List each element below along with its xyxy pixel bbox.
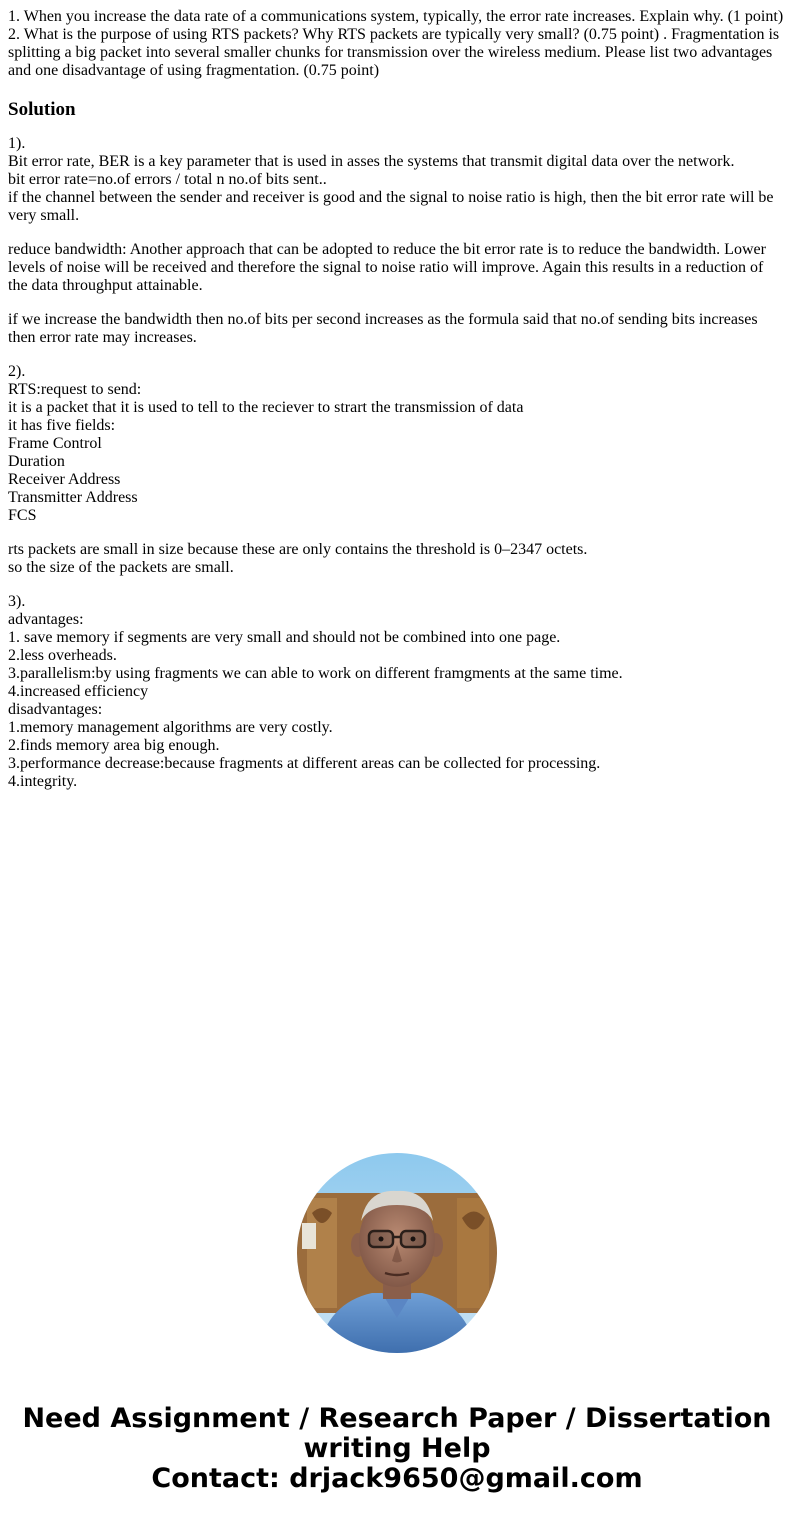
- answer-2-number: 2).: [8, 363, 26, 380]
- reduce-bandwidth-paragraph: reduce bandwidth: Another approach that can be adopted to reduce the bit error rate is to reduce the bandwidth. Lower levels of noise will be received and therefore the signal to noise ratio will improve. Again this results in a reduction of the data throughput attainable.: [8, 241, 766, 294]
- answer-3-block: [8, 593, 786, 791]
- disadvantage-item: 4.integrity.: [8, 773, 78, 790]
- question-1: 1. When you increase the data rate of a communications system, typically, the error rate increases. Explain why. (1 point): [8, 8, 784, 25]
- ber-formula: bit error rate=no.of errors / total n no.of bits sent..: [8, 171, 327, 188]
- advantage-item: 1. save memory if segments are very small and should not be combined into one page.: [8, 629, 561, 646]
- advantages-label: advantages:: [8, 611, 84, 628]
- disadvantage-item: 3.performance decrease:because fragments at different areas can be collected for processing.: [8, 755, 601, 772]
- advantage-item: 2.less overheads.: [8, 647, 117, 664]
- footer-line-2: writing Help: [303, 1433, 491, 1464]
- ber-definition: Bit error rate, BER is a key parameter that is used in asses the systems that transmit digital data over the network.: [8, 153, 735, 170]
- rts-field: FCS: [8, 507, 37, 524]
- rts-size-block: [8, 541, 786, 577]
- rts-field: Duration: [8, 453, 65, 470]
- advantage-item: 3.parallelism:by using fragments we can able to work on different framgments at the same time.: [8, 665, 623, 682]
- rts-field: Frame Control: [8, 435, 102, 452]
- disadvantages-label: disadvantages:: [8, 701, 103, 718]
- answer-1-number: 1).: [8, 135, 26, 152]
- footer-line-1: Need Assignment / Research Paper / Dissertation: [22, 1403, 772, 1434]
- answer-2-block: [8, 363, 786, 525]
- question-2: 2. What is the purpose of using RTS packets? Why RTS packets are typically very small? (0.75 point) . Fragmentation is splitting a big packet into several smaller chunks for transmission over the wireless medium. Please list two advantages and one disadvantage of using fragmentation. (0.75 point): [8, 26, 780, 79]
- footer-contact-email: Contact: drjack9650@gmail.com: [151, 1463, 643, 1494]
- rts-field: Receiver Address: [8, 471, 121, 488]
- question-block: [8, 8, 786, 80]
- channel-note: if the channel between the sender and receiver is good and the signal to noise ratio is high, then the bit error rate will be very small.: [8, 189, 774, 224]
- rts-purpose: it is a packet that it is used to tell to the reciever to strart the transmission of data: [8, 399, 524, 416]
- rts-size-reason: rts packets are small in size because these are only contains the threshold is 0–2347 octets.: [8, 541, 588, 558]
- answer-1-intro: [8, 135, 786, 225]
- increase-bandwidth-paragraph: if we increase the bandwidth then no.of bits per second increases as the formula said that no.of sending bits increases then error rate may increases.: [8, 311, 758, 346]
- disadvantage-item: 1.memory management algorithms are very costly.: [8, 719, 333, 736]
- rts-field: Transmitter Address: [8, 489, 138, 506]
- disadvantage-item: 2.finds memory area big enough.: [8, 737, 220, 754]
- author-portrait-image: [297, 1153, 497, 1353]
- author-avatar: [297, 1153, 497, 1353]
- rts-label: RTS:request to send:: [8, 381, 142, 398]
- advantage-item: 4.increased efficiency: [8, 683, 149, 700]
- answer-3-number: 3).: [8, 593, 26, 610]
- document-body: [8, 8, 786, 807]
- fields-intro: it has five fields:: [8, 417, 116, 434]
- solution-heading: Solution: [8, 99, 76, 120]
- rts-size-conclusion: so the size of the packets are small.: [8, 559, 234, 576]
- footer-contact-banner: [0, 1404, 794, 1494]
